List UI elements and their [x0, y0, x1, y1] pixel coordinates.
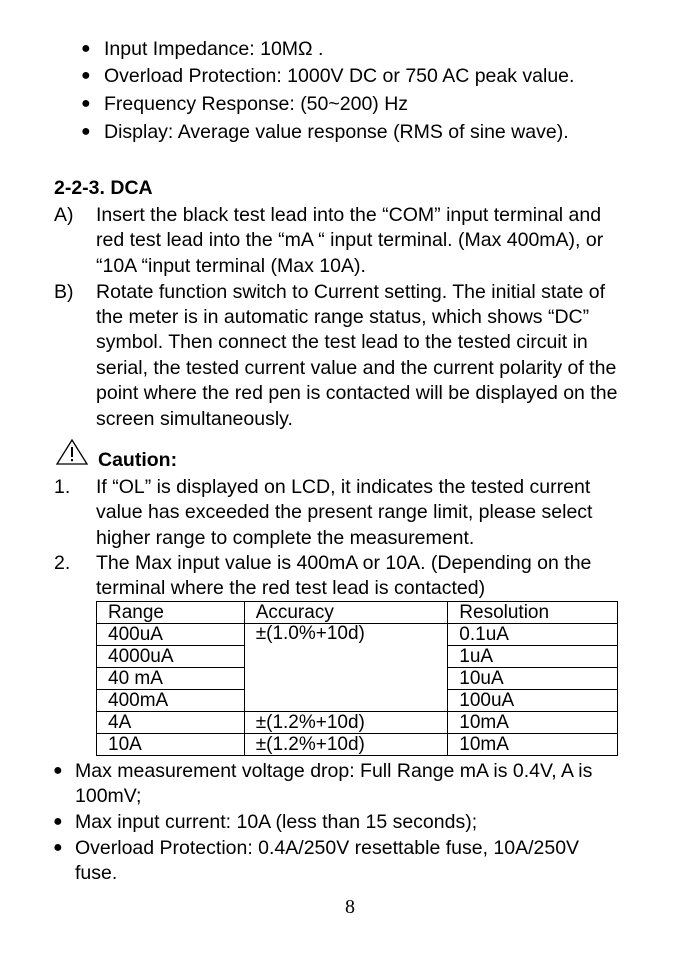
- resolution-cell: 10mA: [448, 712, 618, 734]
- range-cell: 4000uA: [97, 646, 245, 668]
- caution-marker: 2.: [54, 552, 71, 574]
- bullet-icon: ●: [81, 123, 91, 140]
- header-resolution: Resolution: [448, 602, 618, 624]
- dca-spec-table: [96, 601, 618, 756]
- warning-triangle-icon: [55, 438, 89, 466]
- bullet-icon: ●: [81, 67, 91, 84]
- range-cell: 10A: [97, 734, 245, 756]
- resolution-cell: 10mA: [448, 734, 618, 756]
- accuracy-cell: ±(1.2%+10d): [244, 734, 448, 756]
- step-marker: A): [54, 204, 74, 226]
- caution-1-line-1: If “OL” is displayed on LCD, it indicates the tested current: [96, 476, 591, 498]
- accuracy-cell: ±(1.2%+10d): [244, 712, 448, 734]
- step-a-line-2: red test lead into the “mA “ input terminal. (Max 400mA), or: [96, 229, 604, 251]
- header-range: Range: [97, 602, 245, 624]
- resolution-cell: 0.1uA: [448, 624, 618, 646]
- top-bullet-3: Frequency Response: (50~200) Hz: [104, 93, 409, 115]
- bottom-bullet-1-line-2: 100mV;: [75, 785, 142, 807]
- bottom-bullet-3-line-2: fuse.: [75, 862, 118, 884]
- accuracy-cell: ±(1.0%+10d): [244, 624, 448, 712]
- caution-marker: 1.: [54, 476, 71, 498]
- table-row: [97, 712, 618, 734]
- range-cell: 400uA: [97, 624, 245, 646]
- bottom-bullet-3-line-1: Overload Protection: 0.4A/250V resettable fuse, 10A/250V: [75, 837, 580, 859]
- header-accuracy: Accuracy: [244, 602, 448, 624]
- resolution-cell: 10uA: [448, 668, 618, 690]
- range-cell: 4A: [97, 712, 245, 734]
- step-b-line-5: point where the red pen is contacted will be displayed on the: [96, 382, 618, 404]
- step-b-line-1: Rotate function switch to Current setting. The initial state of: [96, 281, 606, 303]
- top-bullet-1: Input Impedance: 10MΩ .: [104, 38, 324, 60]
- table-row: [97, 624, 618, 646]
- step-b-line-2: the meter is in automatic range status, which shows “DC”: [96, 306, 590, 328]
- bottom-bullet-2-line-1: Max input current: 10A (less than 15 seconds);: [75, 811, 478, 833]
- bullet-icon: ●: [81, 95, 91, 112]
- range-cell: 400mA: [97, 690, 245, 712]
- step-a-line-3: “10A “input terminal (Max 10A).: [96, 255, 366, 277]
- section-heading: 2-2-3. DCA: [54, 177, 153, 199]
- step-b-line-6: screen simultaneously.: [96, 408, 293, 430]
- caution-2-line-1: The Max input value is 400mA or 10A. (Depending on the: [96, 552, 592, 574]
- bullet-icon: ●: [53, 813, 63, 830]
- bottom-bullet-1-line-1: Max measurement voltage drop: Full Range mA is 0.4V, A is: [75, 760, 593, 782]
- caution-1-line-3: higher range to complete the measurement.: [96, 527, 475, 549]
- step-marker: B): [54, 281, 74, 303]
- table-row: [97, 734, 618, 756]
- step-b-line-4: serial, the tested current value and the current polarity of the: [96, 357, 617, 379]
- bullet-icon: ●: [53, 839, 63, 856]
- bullet-icon: ●: [81, 40, 91, 57]
- caution-label: Caution:: [98, 449, 178, 471]
- top-bullet-4: Display: Average value response (RMS of sine wave).: [104, 121, 569, 143]
- caution-2-line-2: terminal where the red test lead is contacted): [96, 577, 486, 599]
- page-number: 8: [345, 896, 355, 918]
- bullet-icon: ●: [53, 762, 63, 779]
- resolution-cell: 100uA: [448, 690, 618, 712]
- top-bullet-2: Overload Protection: 1000V DC or 750 AC peak value.: [104, 65, 575, 87]
- step-b-line-3: symbol. Then connect the test lead to the tested circuit in: [96, 331, 588, 353]
- caution-1-line-2: value has exceeded the present range limit, please select: [96, 501, 593, 523]
- range-cell: 40 mA: [97, 668, 245, 690]
- table-header-row: [97, 602, 618, 624]
- resolution-cell: 1uA: [448, 646, 618, 668]
- step-a-line-1: Insert the black test lead into the “COM” input terminal and: [96, 204, 602, 226]
